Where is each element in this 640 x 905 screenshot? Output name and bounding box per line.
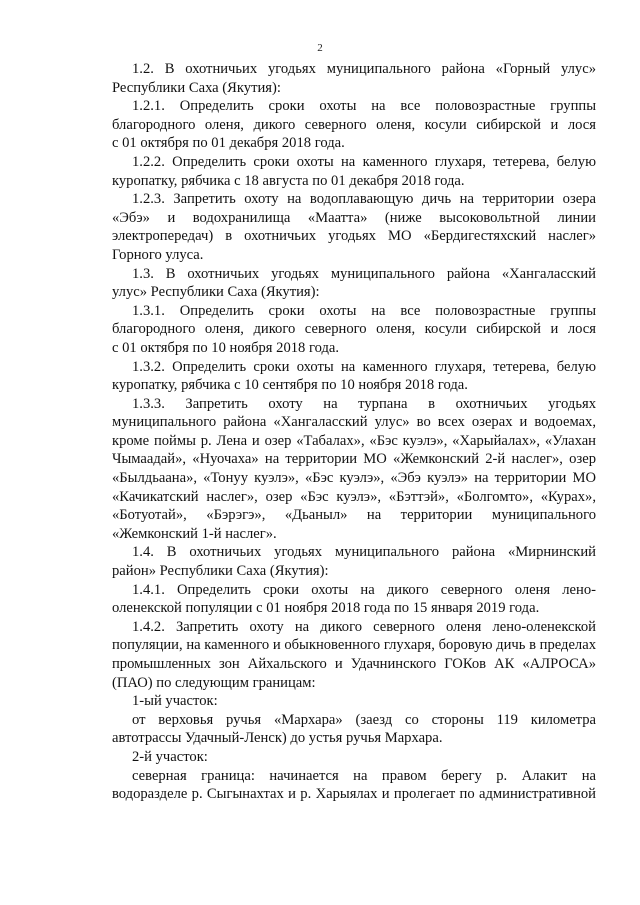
text-line: 2-й участок: [132, 748, 208, 765]
text-line: куропатку, рябчика с 10 сентября по 10 ноября 2018 года. [112, 377, 468, 394]
text-line: 1.4.1. Определить сроки охоты на дикого северного оленя лено- [132, 581, 596, 598]
text-line: куропатку, рябчика с 18 августа по 01 декабря 2018 года. [112, 172, 465, 189]
text-line: благородного оленя, дикого северного оленя, косули сибирской и лося [112, 116, 596, 133]
text-line: водоразделе р. Сыгынахтах и р. Харыялах и пролегает по административной [112, 786, 596, 803]
page-number: 2 [317, 42, 323, 54]
text-line: 1.3. В охотничьих угодьях муниципального района «Хангаласский [132, 265, 596, 282]
text-line: 1-ый участок: [132, 693, 218, 710]
text-line: 1.3.1. Определить сроки охоты на все половозрастные группы [132, 302, 596, 319]
text-line: популяции, на каменного и обыкновенного глухаря, боровую дичь в пределах [112, 637, 596, 654]
text-line: 1.3.2. Определить сроки охоты на каменного глухаря, тетерева, белую [132, 358, 596, 375]
text-line: 1.2.2. Определить сроки охоты на каменного глухаря, тетерева, белую [132, 153, 596, 170]
text-line: оленекской популяции с 01 ноября 2018 года по 15 января 2019 года. [112, 600, 540, 617]
text-line: 1.4. В охотничьих угодьях муниципального района «Мирнинский [132, 544, 596, 561]
text-line: 1.2.3. Запретить охоту на водоплавающую дичь на территории озера [132, 191, 596, 208]
text-line: с 01 октября по 10 ноября 2018 года. [112, 339, 340, 356]
text-line: с 01 октября по 01 декабря 2018 года. [112, 135, 345, 152]
text-line: «Былдьаана», «Тонуу куэлэ», «Бэс куэлэ», «Эбэ куэлэ» на территории МО [112, 470, 596, 487]
text-line: автотрассы Удачный-Ленск) до устья ручья Мархара. [112, 730, 443, 747]
text-line: «Жемконский 1-й наслег». [112, 525, 277, 542]
text-line: улус» Республики Саха (Якутия): [112, 284, 320, 301]
text-line: «Ботуотай», «Бэрэгэ», «Дьаныл» на территории муниципального [112, 507, 596, 524]
document-body [112, 60, 596, 804]
text-line: от верховья ручья «Мархара» (заезд со стороны 119 километра [132, 711, 596, 728]
text-line: Горного улуса. [112, 246, 204, 263]
text-line: (ПАО) по следующим границам: [112, 674, 316, 691]
text-line: 1.4.2. Запретить охоту на дикого северного оленя лено-оленекской [132, 618, 596, 635]
text-line: благородного оленя, дикого северного оленя, косули сибирской и лося [112, 321, 596, 338]
text-line: «Качикатский наслег», озер «Бэс куэлэ», «Бэттэй», «Болгомто», «Курах», [112, 488, 596, 505]
text-line: муниципального района «Хангаласский улус» во всех озерах и водоемах, [112, 414, 596, 431]
text-line: электропередач) в охотничьих угодьях МО «Бердигестяхский наслег» [112, 228, 596, 245]
text-line: промышленных зон Айхальского и Удачнинского ГОКов АК «АЛРОСА» [112, 656, 596, 672]
text-line: 1.2. В охотничьих угодьях муниципального района «Горный улус» [132, 61, 596, 77]
text-line: Чымаадай», «Нуочаха» на территории МО «Жемконский 2-й наслег», озер [112, 451, 596, 468]
text-line: 1.3.3. Запретить охоту на турпана в охотничьих угодьях [132, 395, 596, 412]
text-line: Республики Саха (Якутия): [112, 79, 281, 96]
text-line: кроме поймы р. Лена и озер «Табалах», «Бэс куэлэ», «Харыйалах», «Улахан [112, 432, 596, 449]
text-line: северная граница: начинается на правом берегу р. Алакит на [132, 767, 596, 784]
text-line: район» Республики Саха (Якутия): [112, 563, 329, 580]
text-line: 1.2.1. Определить сроки охоты на все половозрастные группы [132, 98, 596, 115]
text-line: «Эбэ» и водохранилища «Маатта» (ниже высоковольтной линии [112, 209, 596, 226]
